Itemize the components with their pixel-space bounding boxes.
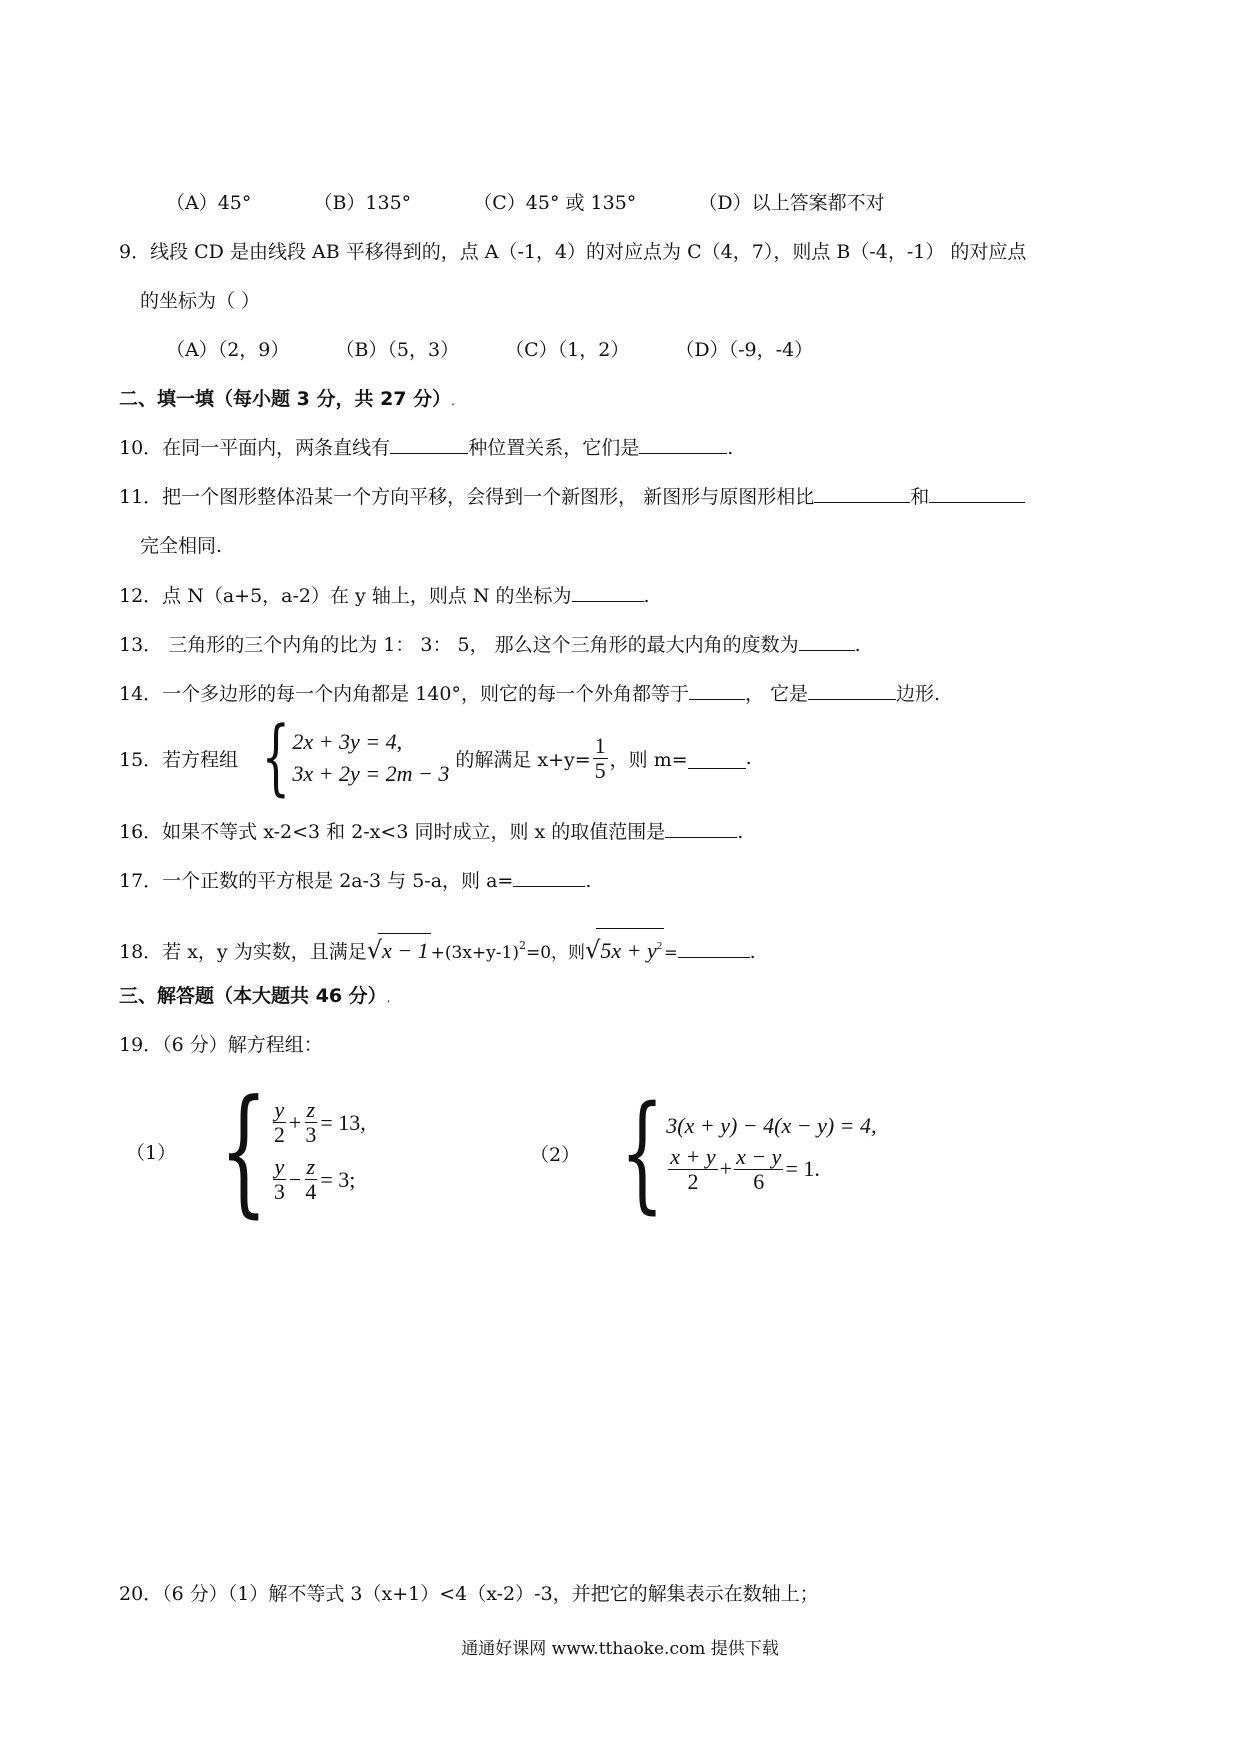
q15-eq1: 2x + 3y = 4, <box>292 729 403 754</box>
section-2-dot: . <box>451 394 455 408</box>
q19-part-2-label: （2） <box>530 1143 581 1166</box>
q16: 16．如果不等式 x-2<3 和 2-x<3 同时成立，则 x 的取值范围是 . <box>119 817 743 846</box>
q11-line2: 完全相同. <box>140 535 223 557</box>
q12-blank <box>572 581 644 602</box>
q19-part-1-label: （1） <box>126 1141 177 1164</box>
q8-option-b: （B）135° <box>313 192 412 214</box>
q15: 15．若方程组 { 2x + 3y = 4, 3x + 2y = 2m − 3 的解满足 x+y= $\frac{1}{5}$ ，则 m= . <box>119 710 752 805</box>
q15-fraction: $\frac{1}{5}$ <box>594 732 606 783</box>
q19-part-2-system <box>666 1113 876 1194</box>
q11-blank-1 <box>814 482 910 503</box>
q19-part-2 <box>530 1079 877 1226</box>
q9-option-a: （A）（2，9） <box>166 339 290 361</box>
q17-blank <box>513 866 585 887</box>
q13-blank <box>799 630 855 651</box>
q10: 10．在同一平面内，两条直线有 种位置关系，它们是 . <box>119 433 733 462</box>
q19-part-1-system <box>270 1098 366 1204</box>
q19-p2-eq2: $\frac{x + y}{2}$ + $\frac{x - y}{6}$ = 1. <box>670 1143 820 1194</box>
q11-blank-2 <box>929 482 1025 503</box>
q18-radicand-2: $5x + y^2$ <box>596 928 664 968</box>
section-2-title: 二、填一填（每小题 3 分，共 27 分）. <box>119 388 455 410</box>
q8-options <box>166 189 941 217</box>
q13: 13． 三角形的三个内角的比为 1： 3： 5， 那么这个三角形的最大内角的度数为 . <box>119 630 861 659</box>
q8-option-a: （A）45° <box>166 192 252 214</box>
q18-blank <box>678 937 750 958</box>
q11-line1: 11．把一个图形整体沿某一个方向平移，会得到一个新图形， 新图形与原图形相比 和 <box>119 482 1025 511</box>
q17: 17．一个正数的平方根是 2a-3 与 5-a，则 a= . <box>119 866 591 895</box>
q19-p2-eq1: 3(x + y) − 4(x − y) = 4, <box>666 1112 877 1138</box>
q8-option-c: （C）45° 或 135° <box>473 192 637 214</box>
q9-line1: 9．线段 CD 是由线段 AB 平移得到的，点 A（-1，4）的对应点为 C（4，7），则点 B（-4，-1） 的对应点 <box>119 241 1027 263</box>
q19-part-1-brace: { <box>219 1070 268 1231</box>
q12: 12．点 N（a+5，a-2）在 y 轴上，则点 N 的坐标为 . <box>119 581 650 610</box>
q18-radicand-1: x − 1 <box>378 933 431 968</box>
q19-p1-eq2: $\frac{y}{3}$ − $\frac{z}{4}$ = 3; <box>273 1154 356 1204</box>
q9-options <box>166 336 869 364</box>
q8-option-d: （D）以上答案都不对 <box>698 192 885 214</box>
q9-line2: 的坐标为（ ） <box>140 290 261 312</box>
q15-label: 15．若方程组 <box>119 748 239 771</box>
q15-blank <box>688 748 746 769</box>
q14: 14．一个多边形的每一个内角都是 140°，则它的每一个外角都等于 ， 它是 边形. <box>119 679 940 708</box>
q20: 20．（6 分）（1）解不等式 3（x+1）<4（x-2）-3，并把它的解集表示在数轴上； <box>119 1583 819 1605</box>
q19-title: 19．（6 分）解方程组： <box>119 1034 323 1056</box>
q10-blank-2 <box>639 433 727 454</box>
q15-system <box>292 729 449 787</box>
q14-blank-2 <box>808 679 896 700</box>
q9-option-d: （D）（-9，-4） <box>675 339 814 361</box>
q15-brace: { <box>261 710 291 805</box>
q19-part-1 <box>126 1070 366 1231</box>
section-3-dot: . <box>386 991 391 1005</box>
q16-blank <box>665 817 737 838</box>
q19-part-2-brace: { <box>620 1079 665 1226</box>
section-3-title: 三、解答题（本大题共 46 分）. <box>119 985 391 1007</box>
q10-blank-1 <box>390 433 468 454</box>
sqrt-2-icon: √ <box>585 936 601 964</box>
q19-p1-eq1: $\frac{y}{2}$ + $\frac{z}{3}$ = 13, <box>273 1097 366 1147</box>
q15-eq2: 3x + 2y = 2m − 3 <box>292 761 450 786</box>
q9-option-c: （C）（1，2） <box>505 339 630 361</box>
page-footer: 通通好课网 www.tthaoke.com 提供下载 <box>461 1639 779 1659</box>
q9-option-b: （B）（5，3） <box>335 339 460 361</box>
q18: 18．若 x，y 为实数，且满足$√x - 1 +(3x+y-1)^2=0$，则$√5x + y^2$ = . <box>119 928 756 970</box>
q14-blank-1 <box>689 679 745 700</box>
sqrt-1-icon: √ <box>366 936 383 964</box>
